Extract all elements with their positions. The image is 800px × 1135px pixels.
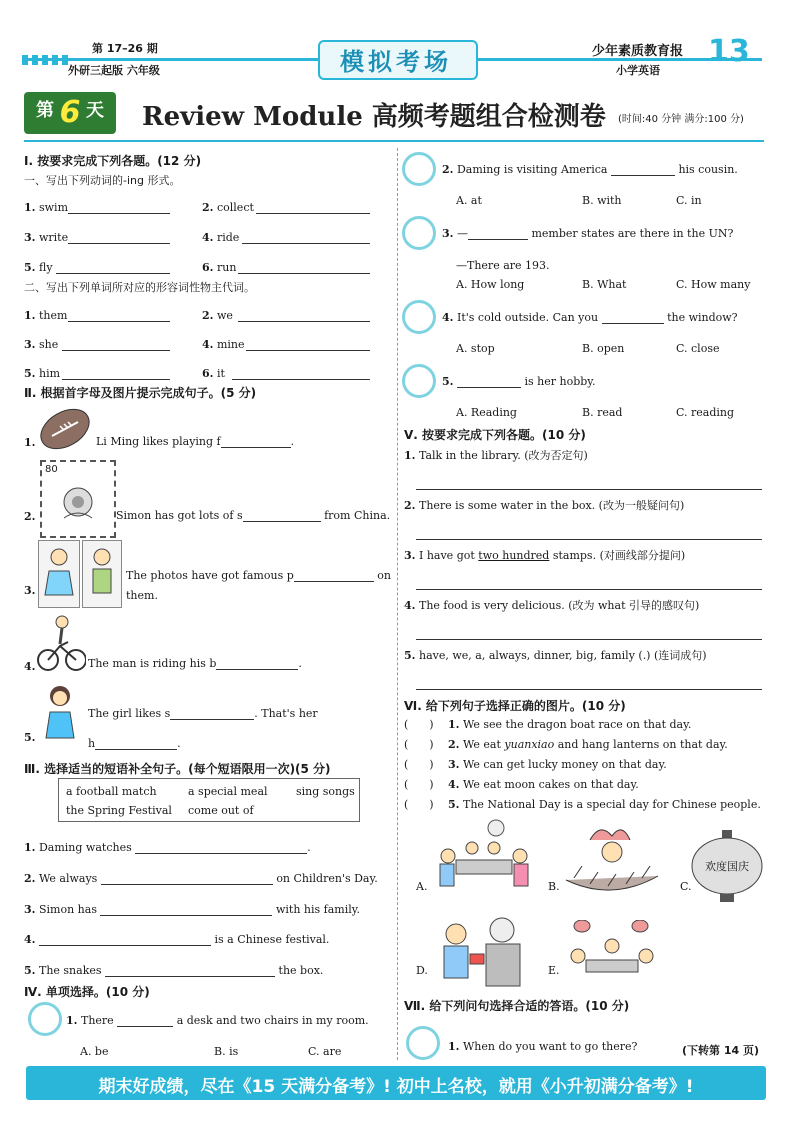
s3-end-4: is a Chinese festival. xyxy=(214,933,330,946)
s4-q3-num: 3. xyxy=(442,227,454,240)
s1b-word-1: them xyxy=(38,309,68,322)
s3-answer-1[interactable] xyxy=(135,841,307,854)
s2-answer-4[interactable] xyxy=(216,657,298,670)
s2-num-2: 2. xyxy=(24,510,36,523)
s2-text-3 xyxy=(126,569,391,582)
s1b-item-3 xyxy=(24,338,58,351)
s4-q2-opt-a[interactable]: A. at xyxy=(456,194,482,207)
s2-q1-end: . xyxy=(290,435,295,448)
s3-text-1: Daming watches xyxy=(38,841,132,854)
s6-num-2: 2. xyxy=(448,738,460,751)
title-rule xyxy=(24,140,764,142)
s4-q3-blank[interactable] xyxy=(468,227,528,240)
s4-q2-opt-b[interactable]: B. with xyxy=(582,194,622,207)
s4-q1-opt-a[interactable]: A. be xyxy=(80,1045,109,1058)
s4-q1-num: 1. xyxy=(66,1014,78,1027)
pic-label-b: B. xyxy=(548,880,560,893)
day-badge-text xyxy=(24,95,116,130)
s1b-word-5: him xyxy=(38,367,61,380)
s5-answer-5[interactable] xyxy=(416,688,762,690)
s3-item-5 xyxy=(24,964,323,977)
s1a-item-4 xyxy=(202,231,239,244)
s6-num-1: 1. xyxy=(448,718,460,731)
s3-end-3: with his family. xyxy=(275,903,360,916)
dragon-boat-image xyxy=(560,818,664,902)
s6-item-4 xyxy=(448,778,639,791)
s1b-item-5 xyxy=(24,367,60,380)
s5-text-4: The food is very delicious. (改为 what 引导的感叹句) xyxy=(418,599,700,612)
phrase-3: sing songs xyxy=(296,785,355,798)
stamp-image xyxy=(40,460,116,538)
pic-label-a: A. xyxy=(416,880,428,893)
subject-label: 小学英语 xyxy=(616,64,660,77)
s3-answer-3[interactable] xyxy=(100,903,272,916)
s4-q2-opt-c[interactable]: C. in xyxy=(676,194,702,207)
s3-item-1 xyxy=(24,841,311,854)
s1a-answer-3[interactable] xyxy=(68,242,170,244)
s1a-item-2 xyxy=(202,201,254,214)
s6-text-2-italic: yuanxiao xyxy=(504,738,555,751)
s6-item-1 xyxy=(448,718,691,731)
s4-q3-opt-a[interactable]: A. How long xyxy=(456,278,525,291)
s6-item-2 xyxy=(448,738,728,751)
day-suffix: 天 xyxy=(86,100,105,121)
singing-girl-image xyxy=(36,682,86,748)
s3-text-2: We always xyxy=(38,872,98,885)
s1a-word-1: swim xyxy=(38,201,68,214)
s2-q2-text: Simon has got lots of s xyxy=(116,509,243,522)
s4-q5-opt-c[interactable]: C. reading xyxy=(676,406,735,419)
phrase-1: a football match xyxy=(66,785,157,798)
s2-text-5 xyxy=(88,707,318,720)
s4-q2-blank[interactable] xyxy=(611,163,675,176)
footer-text: 期末好成绩，尽在《15 天满分备考》! 初中上名校，就用《小升初满分备考》! xyxy=(98,1077,694,1097)
s3-answer-5[interactable] xyxy=(105,964,275,977)
s1b-num-2: 2. xyxy=(202,309,214,322)
s2-text-5b xyxy=(88,737,181,750)
s4-q5-blank[interactable] xyxy=(457,375,521,388)
answer-circle-s4-4[interactable] xyxy=(402,300,436,334)
s6-paren-4[interactable]: ( ) xyxy=(404,778,434,791)
section-2-title: Ⅱ. 根据首字母及图片提示完成句子。(5 分) xyxy=(24,386,257,400)
s2-answer-1[interactable] xyxy=(221,435,291,448)
s5-answer-4[interactable] xyxy=(416,638,762,640)
s1b-item-6 xyxy=(202,367,225,380)
answer-circle-s4-2[interactable] xyxy=(402,152,436,186)
s1a-answer-4[interactable] xyxy=(242,242,370,244)
day-prefix: 第 xyxy=(35,100,54,121)
s6-text-2-pre: We eat xyxy=(462,738,505,751)
s1b-word-2: we xyxy=(216,309,233,322)
s1b-num-4: 4. xyxy=(202,338,214,351)
s5-text-2: There is some water in the box. (改为一般疑问句) xyxy=(418,499,685,512)
s4-q5-opt-a[interactable]: A. Reading xyxy=(456,406,517,419)
s3-text-3: Simon has xyxy=(38,903,97,916)
s1b-answer-5[interactable] xyxy=(62,378,170,380)
pic-label-d: D. xyxy=(416,964,428,977)
s5-answer-3[interactable] xyxy=(416,588,762,590)
s5-text-3-underlined: two hundred xyxy=(478,549,550,562)
s4-q3-opt-c[interactable]: C. How many xyxy=(676,278,751,291)
s1a-item-1 xyxy=(24,201,68,214)
section-7-title: Ⅶ. 给下列问句选择合适的答语。(10 分) xyxy=(404,999,630,1013)
yuanxiao-family-image xyxy=(562,920,662,992)
s3-text-5: The snakes xyxy=(38,964,102,977)
phrase-5: come out of xyxy=(188,804,254,817)
s3-end-2: on Children's Day. xyxy=(276,872,378,885)
s1a-answer-2[interactable] xyxy=(256,212,370,214)
s2-num-1: 1. xyxy=(24,436,36,449)
s6-text-1: We see the dragon boat race on that day. xyxy=(462,718,692,731)
s5-text-3-post: stamps. (对画线部分提问) xyxy=(549,549,686,562)
s5-answer-2[interactable] xyxy=(416,538,762,540)
s1a-num-4: 4. xyxy=(202,231,214,244)
banner-text: 模拟考场 xyxy=(340,48,452,76)
s4-q4-b: the window? xyxy=(667,311,738,324)
s2-q3-text: The photos have got famous p xyxy=(126,569,294,582)
s1a-num-6: 6. xyxy=(202,261,214,274)
s3-item-4 xyxy=(24,933,329,946)
s6-num-4: 4. xyxy=(448,778,460,791)
s2-num-3: 3. xyxy=(24,584,36,597)
s1b-word-3: she xyxy=(38,338,59,351)
s4-q2-num: 2. xyxy=(442,163,454,176)
page-title: Review Module 高频考题组合检测卷 xyxy=(142,102,606,132)
s4-q4-opt-a[interactable]: A. stop xyxy=(456,342,495,355)
s1b-word-4: mine xyxy=(216,338,245,351)
s2-answer-5b[interactable] xyxy=(95,737,177,750)
s5-text-1: Talk in the library. (改为否定句) xyxy=(418,449,588,462)
s1a-num-3: 3. xyxy=(24,231,36,244)
s1b-num-5: 5. xyxy=(24,367,36,380)
s5-num-2: 2. xyxy=(404,499,416,512)
section-6-title: Ⅵ. 给下列句子选择正确的图片。(10 分) xyxy=(404,699,626,713)
s5-item-1 xyxy=(404,447,588,463)
s3-num-2: 2. xyxy=(24,872,36,885)
s1b-answer-2[interactable] xyxy=(238,320,370,322)
s5-item-4 xyxy=(404,597,699,613)
s4-q2 xyxy=(442,163,738,176)
s1a-word-3: write xyxy=(38,231,69,244)
s4-q4 xyxy=(442,311,738,324)
s2-q4-text: The man is riding his b xyxy=(88,657,217,670)
page-number: 13 xyxy=(708,34,750,69)
s3-num-1: 1. xyxy=(24,841,36,854)
s4-q1-b: a desk and two chairs in my room. xyxy=(176,1014,369,1027)
s1b-item-2 xyxy=(202,309,233,322)
page-meta: (时间:40 分钟 满分:100 分) xyxy=(618,114,744,125)
s4-q4-blank[interactable] xyxy=(602,311,664,324)
s4-q1-blank[interactable] xyxy=(117,1014,173,1027)
s6-text-3: We can get lucky money on that day. xyxy=(462,758,667,771)
bike-rider-image xyxy=(36,612,86,674)
s3-item-3 xyxy=(24,903,360,916)
s2-q5-h: h xyxy=(88,737,96,750)
s2-q5-mid: . That's her xyxy=(254,707,318,720)
s3-item-2 xyxy=(24,872,378,885)
s5-answer-1[interactable] xyxy=(416,488,762,490)
s4-q5-b: is her hobby. xyxy=(524,375,596,388)
s6-text-5: The National Day is a special day for Chinese people. xyxy=(462,798,761,811)
photo-girl-image xyxy=(38,540,80,608)
s2-answer-5a[interactable] xyxy=(170,707,254,720)
mooncake-family-image xyxy=(428,818,538,898)
s3-end-1: . xyxy=(307,841,311,854)
s7-q1 xyxy=(448,1040,637,1053)
s6-item-5 xyxy=(448,798,761,811)
s5-num-3: 3. xyxy=(404,549,416,562)
s7-q1-text: When do you want to go there? xyxy=(462,1040,638,1053)
column-divider xyxy=(397,148,398,1060)
s1a-item-6 xyxy=(202,261,236,274)
s4-q1-opt-c[interactable]: C. are xyxy=(308,1045,342,1058)
s4-q4-opt-b[interactable]: B. open xyxy=(582,342,625,355)
stamp-value: 80 xyxy=(45,464,58,475)
s5-item-2 xyxy=(404,497,684,513)
s1b-answer-6[interactable] xyxy=(232,378,370,380)
lucky-money-image xyxy=(428,914,538,996)
s1b-item-4 xyxy=(202,338,245,351)
s6-item-3 xyxy=(448,758,667,771)
s4-q4-num: 4. xyxy=(442,311,454,324)
s5-num-5: 5. xyxy=(404,649,416,662)
s4-q1-a: There xyxy=(80,1014,114,1027)
s5-item-3 xyxy=(404,547,685,563)
s1b-item-1 xyxy=(24,309,67,322)
s4-q4-a: It's cold outside. Can you xyxy=(456,311,599,324)
day-number: 6 xyxy=(59,95,81,130)
s5-text-3-pre: I have got xyxy=(418,549,479,562)
photo-boy-image xyxy=(82,540,122,608)
s6-paren-3[interactable]: ( ) xyxy=(404,758,434,771)
s6-text-2-post: and hang lanterns on that day. xyxy=(554,738,728,751)
s1a-num-5: 5. xyxy=(24,261,36,274)
s2-q3-end: on xyxy=(377,569,391,582)
s2-q1-text: Li Ming likes playing f xyxy=(96,435,221,448)
answer-circle-s7-1[interactable] xyxy=(406,1026,440,1060)
section-1-part-b: 二、写出下列单词所对应的形容词性物主代词。 xyxy=(24,281,255,294)
s2-q4-end: . xyxy=(298,657,302,670)
s1a-num-1: 1. xyxy=(24,201,36,214)
s4-q3-opt-b[interactable]: B. What xyxy=(582,278,627,291)
s2-q5-text: The girl likes s xyxy=(88,707,171,720)
turn-page-note: (下转第 14 页) xyxy=(682,1044,760,1057)
football-image xyxy=(38,404,92,454)
s6-text-4: We eat moon cakes on that day. xyxy=(462,778,639,791)
phrase-2: a special meal xyxy=(188,785,268,798)
s1a-answer-1[interactable] xyxy=(68,212,170,214)
s4-q5-opt-b[interactable]: B. read xyxy=(582,406,623,419)
s4-q3-reply: —There are 193. xyxy=(456,259,550,272)
s2-q2-end: from China. xyxy=(324,509,391,522)
s1a-word-2: collect xyxy=(216,201,254,214)
s1b-word-6: it xyxy=(216,367,225,380)
s4-q5 xyxy=(442,375,596,388)
section-1-title: Ⅰ. 按要求完成下列各题。(12 分) xyxy=(24,154,202,168)
pic-label-c: C. xyxy=(680,880,692,893)
s4-q3-a: — xyxy=(456,227,468,240)
section-4-title: Ⅳ. 单项选择。(10 分) xyxy=(24,985,150,999)
s4-q2-a: Daming is visiting America xyxy=(456,163,608,176)
s2-q3-cont: them. xyxy=(126,589,158,602)
s3-num-4: 4. xyxy=(24,933,36,946)
s3-num-5: 5. xyxy=(24,964,36,977)
s5-num-4: 4. xyxy=(404,599,416,612)
s3-num-3: 3. xyxy=(24,903,36,916)
section-3-title: Ⅲ. 选择适当的短语补全句子。(每个短语限用一次)(5 分) xyxy=(24,762,331,776)
s5-num-1: 1. xyxy=(404,449,416,462)
s4-q2-b: his cousin. xyxy=(678,163,738,176)
s3-answer-4[interactable] xyxy=(39,933,211,946)
s1a-word-5: fly xyxy=(38,261,53,274)
s2-q5-end: . xyxy=(177,737,181,750)
s5-text-5: have, we, a, always, dinner, big, family (.) (连词成句) xyxy=(418,649,707,662)
section-1-part-a: 一、写出下列动词的-ing 形式。 xyxy=(24,174,181,187)
s4-q5-num: 5. xyxy=(442,375,454,388)
s4-q3-b: member states are there in the UN? xyxy=(531,227,734,240)
s2-num-4: 4. xyxy=(24,660,36,673)
s1a-answer-5[interactable] xyxy=(56,272,170,274)
section-5-title: Ⅴ. 按要求完成下列各题。(10 分) xyxy=(404,428,586,442)
s3-answer-2[interactable] xyxy=(101,872,273,885)
edition-label: 外研三起版 六年级 xyxy=(68,64,160,77)
s6-paren-5[interactable]: ( ) xyxy=(404,798,434,811)
s1b-answer-4[interactable] xyxy=(246,349,370,351)
s1a-answer-6[interactable] xyxy=(238,272,370,274)
s4-q4-opt-c[interactable]: C. close xyxy=(676,342,720,355)
answer-circle-s4-1[interactable] xyxy=(28,1002,62,1036)
s4-q1 xyxy=(66,1014,369,1027)
answer-circle-s4-3[interactable] xyxy=(402,216,436,250)
s1a-word-4: ride xyxy=(216,231,240,244)
answer-circle-s4-5[interactable] xyxy=(402,364,436,398)
s1a-num-2: 2. xyxy=(202,201,214,214)
s1a-item-3 xyxy=(24,231,68,244)
s2-text-4 xyxy=(88,657,302,670)
s7-q1-num: 1. xyxy=(448,1040,460,1053)
s1b-num-3: 3. xyxy=(24,338,36,351)
s2-answer-3[interactable] xyxy=(294,569,374,582)
s6-num-3: 3. xyxy=(448,758,460,771)
lantern-text: 欢度国庆 xyxy=(705,860,749,873)
s4-q1-opt-b[interactable]: B. is xyxy=(214,1045,239,1058)
s2-num-5: 5. xyxy=(24,731,36,744)
s6-paren-2[interactable]: ( ) xyxy=(404,738,434,751)
s2-text-1 xyxy=(96,435,294,448)
s6-paren-1[interactable]: ( ) xyxy=(404,718,434,731)
phrase-4: the Spring Festival xyxy=(66,804,172,817)
s1a-item-5 xyxy=(24,261,53,274)
issue-label: 第 17–26 期 xyxy=(92,42,158,55)
paper-name: 少年素质教育报 xyxy=(592,44,684,59)
s5-item-5 xyxy=(404,647,707,663)
s6-num-5: 5. xyxy=(448,798,460,811)
s1b-answer-3[interactable] xyxy=(62,349,170,351)
s4-q3 xyxy=(442,227,733,240)
s1a-word-6: run xyxy=(216,261,237,274)
pic-label-e: E. xyxy=(548,964,560,977)
s1b-num-6: 6. xyxy=(202,367,214,380)
s2-answer-2[interactable] xyxy=(243,509,321,522)
s2-text-2 xyxy=(116,509,390,522)
s1b-num-1: 1. xyxy=(24,309,36,322)
s1b-answer-1[interactable] xyxy=(68,320,170,322)
s3-end-5: the box. xyxy=(278,964,324,977)
